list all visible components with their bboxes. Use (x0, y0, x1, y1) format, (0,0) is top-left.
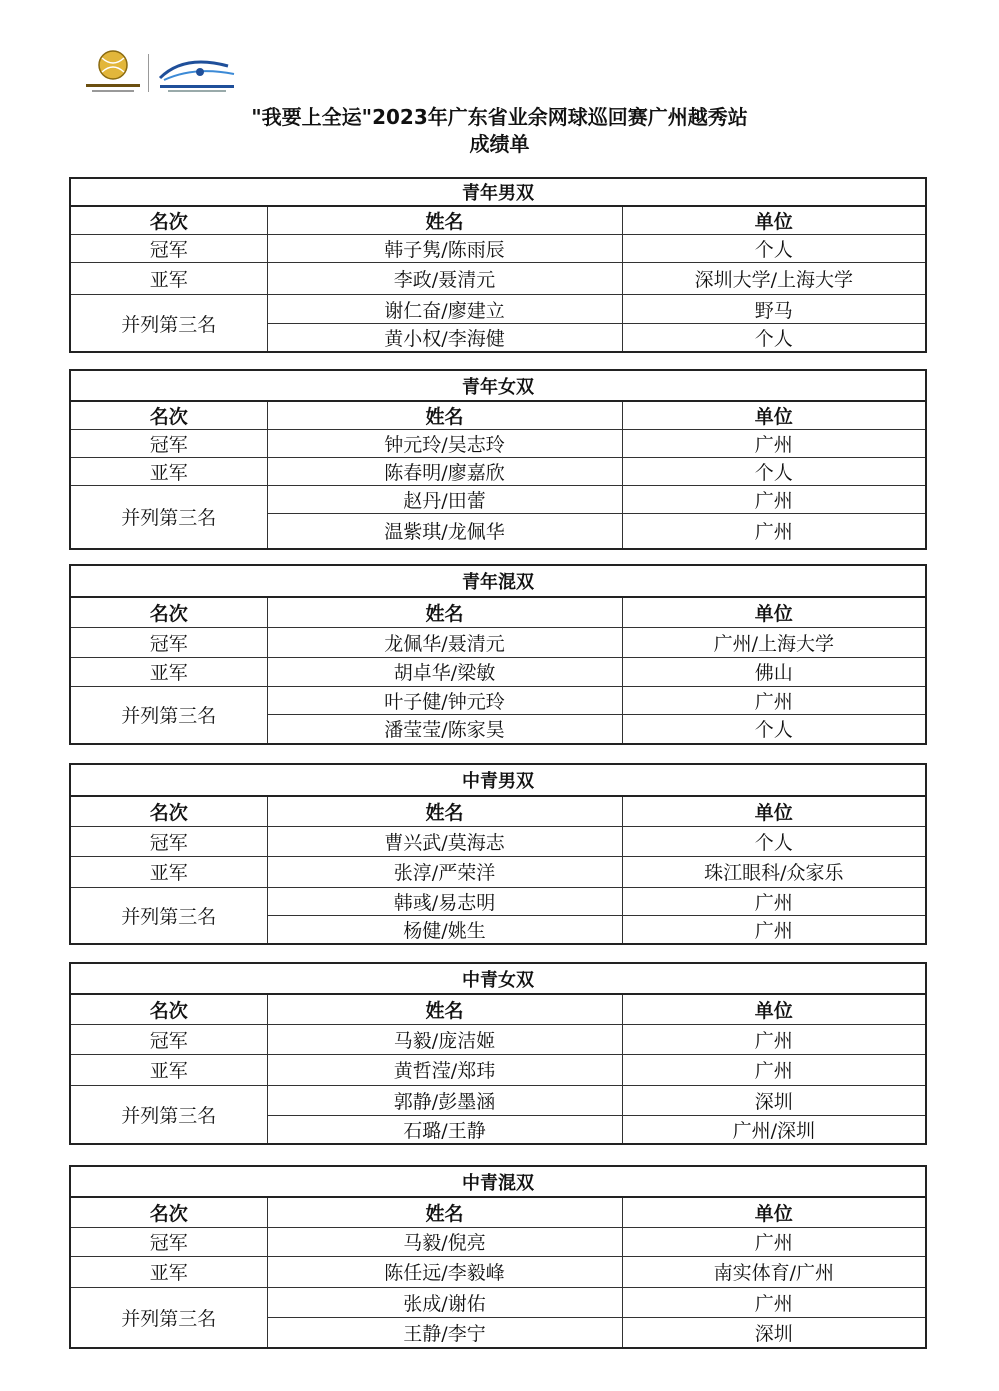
rank-cell: 冠军 (70, 430, 267, 458)
name-header: 姓名 (267, 994, 622, 1024)
rank-cell: 亚军 (70, 856, 267, 887)
category-row (70, 1166, 926, 1197)
header-row (70, 994, 926, 1024)
name-cell: 潘莹莹/陈家昊 (267, 714, 622, 744)
unit-cell: 个人 (622, 458, 926, 486)
name-cell: 陈任远/李毅峰 (267, 1256, 622, 1287)
name-cell: 陈春明/廖嘉欣 (267, 458, 622, 486)
table-row (70, 1085, 926, 1115)
rank-cell: 冠军 (70, 1024, 267, 1054)
name-header: 姓名 (267, 401, 622, 430)
results-table (69, 1165, 927, 1349)
name-cell: 胡卓华/梁敏 (267, 657, 622, 686)
rank-header: 名次 (70, 994, 267, 1024)
unit-cell: 野马 (622, 295, 926, 324)
name-cell: 张成/谢佑 (267, 1287, 622, 1317)
rank-cell: 并列第三名 (70, 1085, 267, 1144)
header-row (70, 1197, 926, 1227)
table-row (70, 1287, 926, 1317)
category-title: 中青混双 (70, 1166, 926, 1197)
name-cell: 郭静/彭墨涵 (267, 1085, 622, 1115)
rank-cell: 并列第三名 (70, 486, 267, 549)
name-cell: 韩子隽/陈雨辰 (267, 235, 622, 263)
document-title: "我要上全运"2023年广东省业余网球巡回赛广州越秀站 (251, 105, 748, 129)
category-title: 青年混双 (70, 565, 926, 597)
unit-header: 单位 (622, 796, 926, 826)
unit-cell: 广州/上海大学 (622, 627, 926, 657)
rank-header: 名次 (70, 796, 267, 826)
name-cell: 赵丹/田蕾 (267, 486, 622, 514)
rank-cell: 冠军 (70, 627, 267, 657)
results-table (69, 369, 927, 550)
name-cell: 叶子健/钟元玲 (267, 686, 622, 714)
table-row (70, 856, 926, 887)
table-row (70, 458, 926, 486)
table-row (70, 235, 926, 263)
name-cell: 黄小权/李海健 (267, 324, 622, 353)
results-table (69, 177, 927, 353)
unit-header: 单位 (622, 206, 926, 235)
name-cell: 韩彧/易志明 (267, 887, 622, 915)
unit-cell: 广州 (622, 1024, 926, 1054)
table-row (70, 1024, 926, 1054)
unit-cell: 广州 (622, 1287, 926, 1317)
unit-cell: 深圳 (622, 1085, 926, 1115)
document-subtitle: 成绩单 (469, 132, 530, 156)
unit-cell: 广州 (622, 430, 926, 458)
name-cell: 曹兴武/莫海志 (267, 826, 622, 856)
rank-cell: 亚军 (70, 458, 267, 486)
header-row (70, 796, 926, 826)
rank-header: 名次 (70, 401, 267, 430)
name-cell: 黄哲滢/郑玮 (267, 1054, 622, 1085)
category-row (70, 963, 926, 994)
rank-cell: 并列第三名 (70, 686, 267, 744)
table-row (70, 627, 926, 657)
name-header: 姓名 (267, 597, 622, 627)
header-row (70, 206, 926, 235)
name-cell: 张淳/严荣洋 (267, 856, 622, 887)
category-row (70, 178, 926, 206)
rank-cell: 并列第三名 (70, 887, 267, 944)
rank-header: 名次 (70, 206, 267, 235)
table-row (70, 295, 926, 324)
name-header: 姓名 (267, 1197, 622, 1227)
rank-cell: 并列第三名 (70, 295, 267, 353)
unit-cell: 广州/深圳 (622, 1115, 926, 1144)
category-row (70, 370, 926, 401)
name-cell: 马毅/庞洁姬 (267, 1024, 622, 1054)
name-cell: 杨健/姚生 (267, 915, 622, 944)
unit-cell: 深圳大学/上海大学 (622, 263, 926, 295)
rank-cell: 亚军 (70, 657, 267, 686)
name-cell: 李政/聂清元 (267, 263, 622, 295)
unit-cell: 广州 (622, 915, 926, 944)
tennis-association-logo (82, 48, 144, 96)
table-row (70, 430, 926, 458)
unit-cell: 广州 (622, 686, 926, 714)
unit-header: 单位 (622, 597, 926, 627)
rank-cell: 冠军 (70, 235, 267, 263)
unit-cell: 个人 (622, 714, 926, 744)
name-cell: 温紫琪/龙佩华 (267, 514, 622, 549)
unit-header: 单位 (622, 994, 926, 1024)
table-row (70, 1054, 926, 1085)
name-cell: 马毅/倪亮 (267, 1227, 622, 1256)
header-logos (82, 48, 242, 96)
header-row (70, 401, 926, 430)
rank-cell: 并列第三名 (70, 1287, 267, 1348)
unit-cell: 个人 (622, 826, 926, 856)
rank-cell: 亚军 (70, 1256, 267, 1287)
table-row (70, 657, 926, 686)
rank-cell: 亚军 (70, 263, 267, 295)
unit-cell: 个人 (622, 235, 926, 263)
results-table (69, 564, 927, 745)
category-title: 青年男双 (70, 178, 926, 206)
rank-header: 名次 (70, 597, 267, 627)
table-row (70, 1256, 926, 1287)
category-title: 青年女双 (70, 370, 926, 401)
unit-cell: 广州 (622, 887, 926, 915)
table-row (70, 826, 926, 856)
results-table (69, 962, 927, 1145)
logo-divider (148, 54, 149, 92)
unit-header: 单位 (622, 1197, 926, 1227)
table-row (70, 1227, 926, 1256)
unit-cell: 深圳 (622, 1317, 926, 1348)
name-cell: 龙佩华/聂清元 (267, 627, 622, 657)
name-header: 姓名 (267, 206, 622, 235)
rank-cell: 亚军 (70, 1054, 267, 1085)
unit-header: 单位 (622, 401, 926, 430)
category-row (70, 565, 926, 597)
unit-cell: 广州 (622, 486, 926, 514)
unit-cell: 珠江眼科/众家乐 (622, 856, 926, 887)
unit-cell: 广州 (622, 514, 926, 549)
name-cell: 钟元玲/吴志玲 (267, 430, 622, 458)
table-row (70, 887, 926, 915)
name-header: 姓名 (267, 796, 622, 826)
name-cell: 谢仁奋/廖建立 (267, 295, 622, 324)
tour-event-logo (154, 52, 240, 94)
unit-cell: 广州 (622, 1227, 926, 1256)
unit-cell: 广州 (622, 1054, 926, 1085)
unit-cell: 南实体育/广州 (622, 1256, 926, 1287)
category-title: 中青男双 (70, 764, 926, 796)
name-cell: 王静/李宁 (267, 1317, 622, 1348)
header-row (70, 597, 926, 627)
rank-header: 名次 (70, 1197, 267, 1227)
category-title: 中青女双 (70, 963, 926, 994)
unit-cell: 个人 (622, 324, 926, 353)
rank-cell: 冠军 (70, 1227, 267, 1256)
table-row (70, 686, 926, 714)
results-table (69, 763, 927, 945)
category-row (70, 764, 926, 796)
rank-cell: 冠军 (70, 826, 267, 856)
table-row (70, 486, 926, 514)
table-row (70, 263, 926, 295)
unit-cell: 佛山 (622, 657, 926, 686)
name-cell: 石璐/王静 (267, 1115, 622, 1144)
